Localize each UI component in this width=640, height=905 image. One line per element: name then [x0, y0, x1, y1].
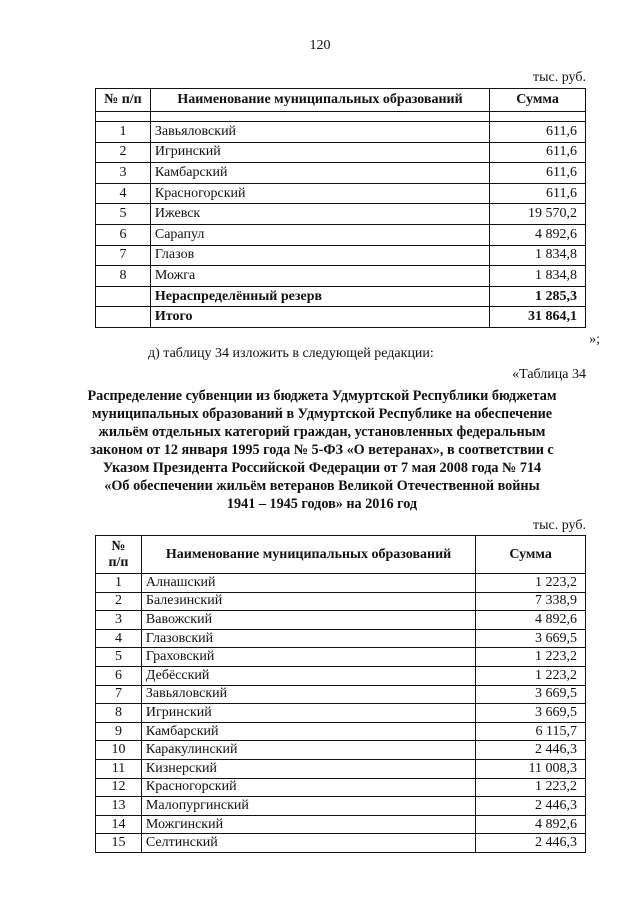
- table-row: [96, 122, 586, 143]
- row-num: 2: [96, 592, 142, 611]
- row-name: Малопургинский: [141, 797, 475, 816]
- row-num: 11: [96, 759, 142, 778]
- table-row: [96, 183, 586, 204]
- reserve-row: [96, 286, 586, 307]
- total-sum: 31 864,1: [490, 307, 586, 328]
- row-num: 13: [96, 797, 142, 816]
- row-num: 15: [96, 834, 142, 853]
- row-num: 14: [96, 815, 142, 834]
- row-name: Ижевск: [150, 204, 489, 225]
- row-sum: 1 223,2: [476, 574, 586, 593]
- row-num: 6: [96, 224, 151, 245]
- title-line: Указом Президента Российской Федерации от 7 мая 2008 года № 714: [102, 460, 542, 476]
- row-name: Селтинский: [141, 834, 475, 853]
- row-sum: 3 669,5: [476, 685, 586, 704]
- row-sum: 4 892,6: [476, 611, 586, 630]
- row-num: 4: [96, 183, 151, 204]
- table-row: [96, 778, 586, 797]
- row-sum: 7 338,9: [476, 592, 586, 611]
- row-sum: 19 570,2: [490, 204, 586, 225]
- title-line: жильём отдельных категорий граждан, установленных федеральным: [98, 424, 546, 440]
- row-sum: 2 446,3: [476, 741, 586, 760]
- row-sum: 611,6: [490, 122, 586, 143]
- table2-unit: тыс. руб.: [533, 518, 586, 533]
- row-num: 1: [96, 122, 151, 143]
- row-num: 7: [96, 685, 142, 704]
- title-line: 1941 – 1945 годов» на 2016 год: [226, 496, 418, 512]
- table-spacer-row: [96, 112, 586, 122]
- row-name: Вавожский: [141, 611, 475, 630]
- row-num: 3: [96, 611, 142, 630]
- table2: [95, 535, 586, 853]
- row-num: 1: [96, 574, 142, 593]
- closing-quote: »;: [589, 332, 600, 347]
- table-row: [96, 163, 586, 184]
- table-row: [96, 574, 586, 593]
- row-sum: 3 669,5: [476, 629, 586, 648]
- reserve-sum: 1 285,3: [490, 286, 586, 307]
- table-header: [96, 89, 586, 112]
- row-sum: 1 223,2: [476, 778, 586, 797]
- table1-unit: тыс. руб.: [533, 70, 586, 85]
- table-row: [96, 629, 586, 648]
- table-row: [96, 648, 586, 667]
- row-sum: 611,6: [490, 163, 586, 184]
- row-sum: 4 892,6: [476, 815, 586, 834]
- title-line: муниципальных образований в Удмуртской Республике на обеспечение: [91, 406, 553, 422]
- row-sum: 2 446,3: [476, 834, 586, 853]
- row-name: Глазов: [150, 245, 489, 266]
- table-row: [96, 204, 586, 225]
- table-row: [96, 741, 586, 760]
- header-num-line1: №: [111, 538, 126, 554]
- row-sum: 4 892,6: [490, 224, 586, 245]
- row-sum: 611,6: [490, 183, 586, 204]
- total-row: [96, 307, 586, 328]
- row-name: Сарапул: [150, 224, 489, 245]
- table-row: [96, 797, 586, 816]
- row-sum: 1 834,8: [490, 266, 586, 287]
- row-name: Игринский: [150, 142, 489, 163]
- row-name: Завьяловский: [141, 685, 475, 704]
- title-line: Распределение субвенции из бюджета Удмуртской Республики бюджетам: [87, 388, 557, 404]
- header-num: № п/п: [96, 89, 151, 112]
- row-num: 10: [96, 741, 142, 760]
- row-num: 2: [96, 142, 151, 163]
- row-name: Камбарский: [141, 722, 475, 741]
- row-num: 8: [96, 704, 142, 723]
- row-sum: 1 223,2: [476, 648, 586, 667]
- header-sum: Сумма: [476, 536, 586, 574]
- row-num: 7: [96, 245, 151, 266]
- row-num: 12: [96, 778, 142, 797]
- row-sum: 11 008,3: [476, 759, 586, 778]
- table-row: [96, 722, 586, 741]
- header-num-line2: п/п: [108, 554, 129, 570]
- table-label: «Таблица 34: [512, 367, 586, 382]
- table-row: [96, 666, 586, 685]
- row-name: Граховский: [141, 648, 475, 667]
- total-label: Итого: [150, 307, 489, 328]
- row-sum: 2 446,3: [476, 797, 586, 816]
- table-row: [96, 834, 586, 853]
- table-row: [96, 224, 586, 245]
- header-name: Наименование муниципальных образований: [141, 536, 475, 574]
- row-name: Алнашский: [141, 574, 475, 593]
- row-name: Красногорский: [150, 183, 489, 204]
- row-num: 8: [96, 266, 151, 287]
- table-row: [96, 815, 586, 834]
- table-row: [96, 611, 586, 630]
- row-name: Балезинский: [141, 592, 475, 611]
- row-num: 5: [96, 204, 151, 225]
- table-row: [96, 685, 586, 704]
- row-name: Красногорский: [141, 778, 475, 797]
- row-num: 6: [96, 666, 142, 685]
- row-sum: 611,6: [490, 142, 586, 163]
- row-name: Игринский: [141, 704, 475, 723]
- table-row: [96, 759, 586, 778]
- row-name: Глазовский: [141, 629, 475, 648]
- page-number: 120: [309, 38, 331, 53]
- header-sum: Сумма: [490, 89, 586, 112]
- row-name: Можга: [150, 266, 489, 287]
- table-row: [96, 704, 586, 723]
- row-sum: 1 834,8: [490, 245, 586, 266]
- row-name: Завьяловский: [150, 122, 489, 143]
- header-num: [96, 536, 142, 574]
- title-line: законом от 12 января 1995 года № 5-ФЗ «О ветеранах», в соответствии с: [90, 442, 554, 458]
- title-line: «Об обеспечении жильём ветеранов Великой Отечественной войны: [104, 478, 540, 494]
- row-sum: 1 223,2: [476, 666, 586, 685]
- table-row: [96, 266, 586, 287]
- row-num: 3: [96, 163, 151, 184]
- row-sum: 6 115,7: [476, 722, 586, 741]
- row-name: Каракулинский: [141, 741, 475, 760]
- row-num: 4: [96, 629, 142, 648]
- reserve-label: Нераспределённый резерв: [150, 286, 489, 307]
- row-name: Камбарский: [150, 163, 489, 184]
- table-row: [96, 592, 586, 611]
- table-title: [80, 387, 564, 513]
- row-num: 9: [96, 722, 142, 741]
- table-row: [96, 142, 586, 163]
- row-sum: 3 669,5: [476, 704, 586, 723]
- table1: [95, 88, 586, 328]
- table-header: [96, 536, 586, 574]
- row-name: Дебёсский: [141, 666, 475, 685]
- row-num: 5: [96, 648, 142, 667]
- instruction-text: д) таблицу 34 изложить в следующей редакции:: [148, 346, 434, 361]
- row-name: Можгинский: [141, 815, 475, 834]
- row-name: Кизнерский: [141, 759, 475, 778]
- table-row: [96, 245, 586, 266]
- header-name: Наименование муниципальных образований: [150, 89, 489, 112]
